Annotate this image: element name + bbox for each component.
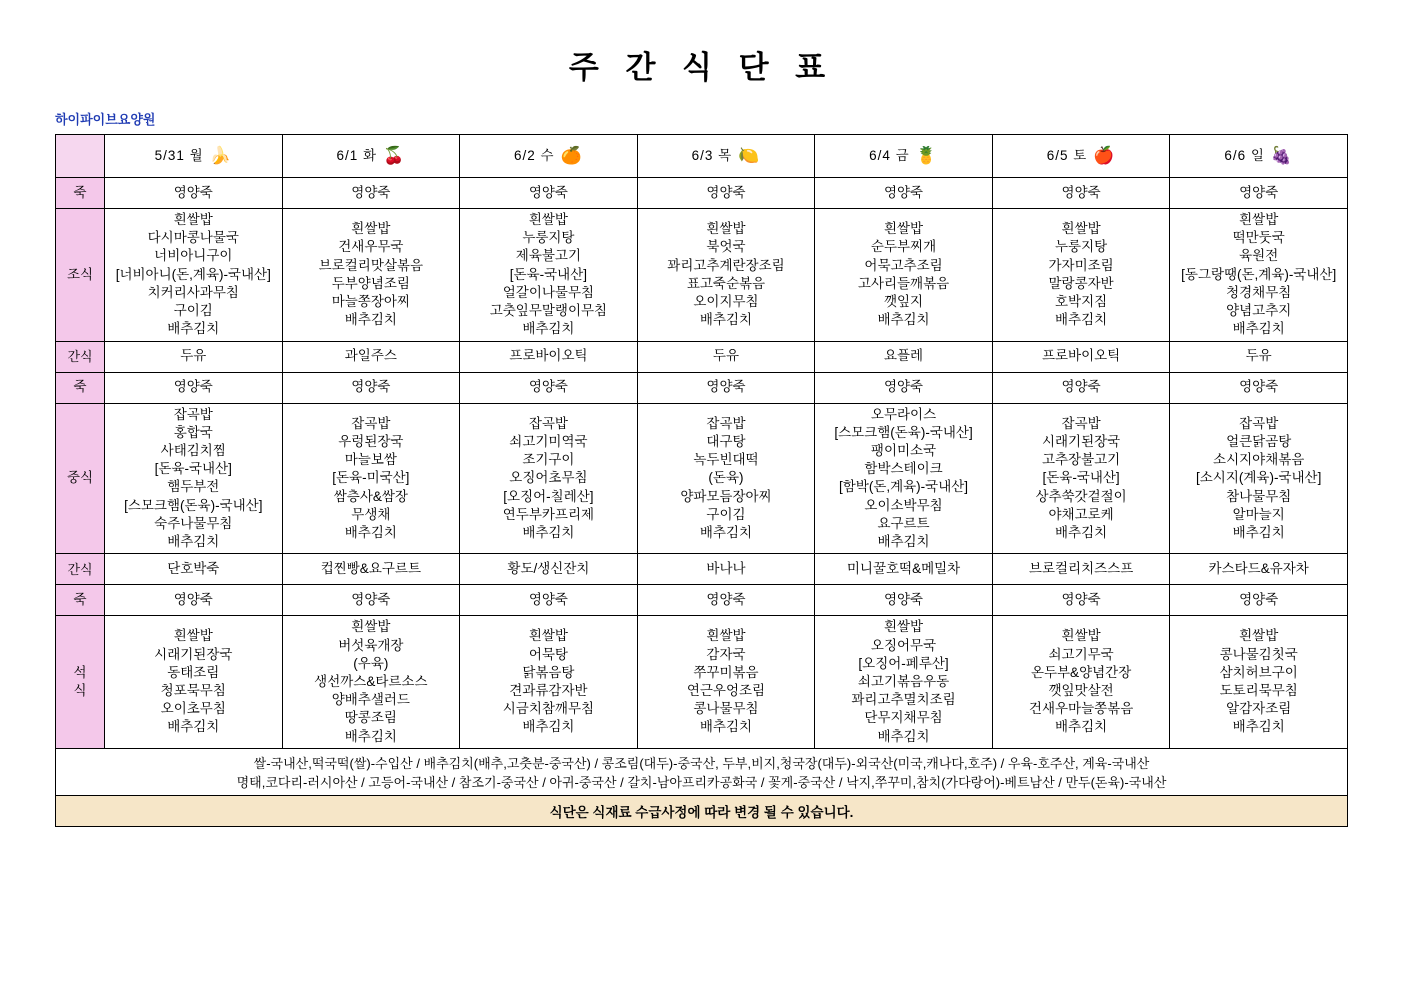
snack-afternoon-cell-3: 바나나 (637, 554, 815, 585)
breakfast-item: 꽈리고추계란장조림 (667, 257, 785, 273)
day-header-0 (105, 135, 283, 178)
dinner-label: 석 식 (56, 616, 105, 749)
breakfast-cell-0 (105, 209, 283, 342)
lunch-item: [함박(돈,계육)-국내산] (838, 479, 969, 495)
change-notice: 식단은 식재료 수급사정에 따라 변경 될 수 있습니다. (56, 795, 1347, 826)
page-title: 주 간 식 단 표 (568, 50, 835, 85)
breakfast-item: 배추김치 (167, 321, 220, 337)
origin-info (56, 749, 1347, 795)
breakfast-item: 배추김치 (1055, 312, 1108, 328)
breakfast-item: 배추김치 (699, 312, 753, 328)
breakfast-cell-5 (992, 209, 1170, 342)
cherry-icon: 🍒 (383, 145, 406, 165)
porridge-noon-cell-3: 영양죽 (637, 372, 815, 403)
lunch-item: 배추김치 (877, 534, 930, 550)
lunch-item: 야채고로케 (1048, 506, 1114, 522)
dinner-item: 버섯육개장 (338, 637, 404, 653)
lunch-item: 조기구이 (522, 452, 575, 468)
dinner-item: 흰쌀밥 (1239, 628, 1279, 644)
dinner-item: 흰쌀밥 (1061, 628, 1101, 644)
breakfast-item: 말랑콩자반 (1048, 275, 1114, 291)
day-label-6: 6/6 일 (1224, 147, 1265, 163)
dinner-item: 흰쌀밥 (528, 628, 568, 644)
lunch-item: 쌈층사&쌈장 (333, 488, 408, 504)
day-label-5: 6/5 토 (1046, 147, 1088, 163)
lunch-item: 배추김치 (522, 524, 575, 540)
snack-afternoon-cell-5: 브로컬리치즈스프 (992, 554, 1170, 585)
lunch-item: 녹두빈대떡 (693, 452, 759, 468)
breakfast-item: 오이지무침 (693, 293, 759, 309)
breakfast-item: 흰쌀밥 (1061, 221, 1101, 237)
dinner-item: 도토리묵무침 (1219, 683, 1298, 699)
day-header-4 (815, 135, 993, 178)
lunch-item: 홍합국 (173, 424, 213, 440)
day-header-1 (282, 135, 460, 178)
lunch-item: 알마늘지 (1232, 506, 1285, 522)
lunch-item: 소시지야채볶음 (1213, 452, 1305, 468)
lunch-item: 무생채 (351, 506, 391, 522)
breakfast-item: 마늘쫑장아찌 (331, 293, 410, 309)
day-header-5 (992, 135, 1170, 178)
dinner-item: 땅콩조림 (344, 710, 397, 726)
porridge-noon-cell-5: 영양죽 (992, 372, 1170, 403)
breakfast-item: 어묵고추조림 (864, 257, 943, 273)
lunch-item: 구이김 (706, 506, 746, 522)
dinner-item: 콩나물김칫국 (1219, 646, 1298, 662)
weekly-menu-table (55, 134, 1348, 749)
snack-afternoon-cell-0: 단호박죽 (105, 554, 283, 585)
day-label-0: 5/31 월 (154, 147, 204, 163)
breakfast-item: 너비아니구이 (154, 248, 233, 264)
porridge-morning-cell-2: 영양죽 (460, 178, 638, 209)
lunch-cell-5 (992, 403, 1170, 554)
dinner-item: 오징어무국 (870, 637, 937, 653)
lunch-item: 함박스테이크 (864, 461, 943, 477)
lunch-cell-1 (282, 403, 460, 554)
snack-morning-cell-3: 두유 (637, 341, 815, 372)
day-header-2 (460, 135, 638, 178)
dinner-row (56, 616, 1348, 749)
lunch-item: 시래기된장국 (1041, 433, 1121, 449)
day-label-3: 6/3 목 (691, 147, 733, 163)
lunch-item: 잡곡밥 (351, 415, 391, 431)
breakfast-cell-4 (815, 209, 993, 342)
lunch-item: 쇠고기미역국 (509, 433, 588, 449)
dinner-item: 흰쌀밥 (883, 619, 924, 635)
breakfast-item: 건새우무국 (338, 239, 404, 255)
dinner-item: 흰쌀밥 (706, 628, 746, 644)
lunch-item: 연두부카프리제 (502, 506, 595, 522)
breakfast-item: 치커리사과무침 (147, 284, 239, 300)
breakfast-item: 누룽지탕 (522, 230, 575, 246)
porridge-noon-label: 죽 (56, 372, 105, 403)
dinner-cell-1 (282, 616, 460, 749)
lunch-cell-2 (460, 403, 638, 554)
porridge-morning-cell-1: 영양죽 (282, 178, 460, 209)
lunch-label: 중식 (56, 403, 105, 554)
breakfast-item: 배추김치 (344, 312, 397, 328)
lunch-item: 얼큰닭곰탕 (1226, 433, 1292, 449)
porridge-morning-label: 죽 (56, 178, 105, 209)
header-corner-cell (56, 135, 105, 178)
lunch-item: 요구르트 (877, 515, 930, 531)
lunch-item: 오무라이스 (870, 406, 937, 422)
lunch-item: 배추김치 (167, 534, 220, 550)
porridge-noon-cell-2: 영양죽 (460, 372, 638, 403)
dinner-item: (우육) (353, 655, 389, 671)
snack-afternoon-cell-1: 컵찐빵&요구르트 (282, 554, 460, 585)
lunch-item: 배추김치 (1055, 524, 1108, 540)
porridge-morning-row (56, 178, 1348, 209)
dinner-cell-0 (105, 616, 283, 749)
porridge-morning-cell-3: 영양죽 (637, 178, 815, 209)
lunch-item: 우렁된장국 (338, 433, 404, 449)
lunch-item: [돈육-미국산] (332, 470, 410, 486)
snack-afternoon-label: 간식 (56, 554, 105, 585)
porridge-noon-row (56, 372, 1348, 403)
breakfast-cell-3 (637, 209, 815, 342)
breakfast-item: 청경채무침 (1226, 284, 1292, 300)
breakfast-item: 다시마콩나물국 (147, 230, 239, 246)
dinner-item: 배추김치 (167, 719, 220, 735)
lunch-item: 대구탕 (706, 433, 746, 449)
breakfast-item: 흰쌀밥 (173, 212, 213, 227)
breakfast-item: 깻잎지 (883, 293, 924, 309)
porridge-morning-cell-4: 영양죽 (815, 178, 993, 209)
lunch-item: [돈육-국내산] (1042, 470, 1120, 486)
breakfast-item: 떡만둣국 (1232, 230, 1285, 246)
dinner-item: 시래기된장국 (154, 646, 233, 662)
lunch-cell-6 (1170, 403, 1348, 554)
breakfast-item: 배추김치 (1232, 321, 1285, 337)
lunch-cell-3 (637, 403, 815, 554)
snack-afternoon-cell-4: 미니꿀호떡&메밀차 (815, 554, 993, 585)
lunch-item: 고추장불고기 (1041, 452, 1121, 468)
dinner-item: 알감자조림 (1226, 701, 1292, 717)
lunch-item: [돈육-국내산] (154, 461, 232, 477)
dinner-item: 건새우마늘쫑볶음 (1028, 701, 1134, 717)
dinner-item: [오징어-페루산] (858, 655, 949, 671)
breakfast-item: 가자미조림 (1048, 257, 1114, 273)
lunch-item: 잡곡밥 (1239, 415, 1279, 431)
dinner-cell-3 (637, 616, 815, 749)
dinner-item: 생선까스&타르소스 (314, 673, 428, 689)
lunch-item: 팽이미소국 (870, 442, 937, 458)
breakfast-label: 조식 (56, 209, 105, 342)
breakfast-item: 두부양념조림 (331, 275, 410, 291)
breakfast-item: 흰쌀밥 (1239, 212, 1279, 227)
dinner-item: 동태조림 (167, 664, 220, 680)
porridge-evening-cell-0: 영양죽 (105, 585, 283, 616)
porridge-evening-cell-1: 영양죽 (282, 585, 460, 616)
porridge-evening-cell-3: 영양죽 (637, 585, 815, 616)
snack-morning-cell-1: 과일주스 (282, 341, 460, 372)
breakfast-item: 흰쌀밥 (528, 212, 568, 227)
breakfast-item: 누룽지탕 (1055, 239, 1108, 255)
lunch-item: [소시지(계육)-국내산] (1196, 470, 1322, 486)
dinner-item: 흰쌀밥 (351, 619, 391, 635)
porridge-noon-cell-0: 영양죽 (105, 372, 283, 403)
breakfast-item: 흰쌀밥 (883, 221, 924, 237)
porridge-evening-label: 죽 (56, 585, 105, 616)
breakfast-item: 고춧잎무말랭이무침 (489, 303, 608, 319)
apple-icon: 🍎 (1093, 145, 1116, 165)
breakfast-item: 얼갈이나물무침 (502, 284, 595, 300)
lunch-item: 배추김치 (1232, 524, 1285, 540)
breakfast-item: 북엇국 (706, 239, 746, 255)
porridge-morning-cell-0: 영양죽 (105, 178, 283, 209)
dinner-item: 어묵탕 (528, 646, 568, 662)
dinner-item: 꽈리고추멸치조림 (851, 692, 956, 708)
snack-afternoon-cell-2: 황도/생신잔치 (460, 554, 638, 585)
lunch-item: 잡곡밥 (528, 415, 568, 431)
porridge-evening-cell-2: 영양죽 (460, 585, 638, 616)
origin-line-1: 쌀-국내산,떡국떡(쌀)-수입산 / 배추김치(배추,고춧분-중국산) / 콩조림(대두)-중국산, 두부,비지,청국장(대두)-외국산(미국,캐나다,호주) / 우육-호주산, 계육-국내산 (253, 755, 1150, 771)
day-header-6 (1170, 135, 1348, 178)
origin-line-2: 명태,코다리-러시아산 / 고등어-국내산 / 참조기-중국산 / 아귀-중국산 / 갈치-남아프리카공화국 / 꽃게-중국산 / 낙지,쭈꾸미,참치(가다랑어)-베트남산 / 만두(돈육)-국내산 (236, 775, 1167, 791)
breakfast-item: 브로컬리맛살볶음 (318, 257, 423, 273)
snack-morning-label: 간식 (56, 341, 105, 372)
breakfast-row (56, 209, 1348, 342)
dinner-item: 오이초무침 (160, 701, 226, 717)
porridge-morning-cell-6: 영양죽 (1170, 178, 1348, 209)
lunch-item: [스모크햄(돈육)-국내산] (834, 424, 973, 440)
day-label-2: 6/2 수 (514, 147, 555, 163)
porridge-morning-cell-5: 영양죽 (992, 178, 1170, 209)
dinner-item: 닭볶음탕 (522, 664, 575, 680)
lunch-item: 배추김치 (344, 524, 397, 540)
snack-afternoon-cell-6: 카스타드&유자차 (1170, 554, 1348, 585)
dinner-cell-2 (460, 616, 638, 749)
porridge-noon-cell-1: 영양죽 (282, 372, 460, 403)
porridge-evening-row (56, 585, 1348, 616)
breakfast-item: 배추김치 (877, 312, 930, 328)
dinner-item: 연근우엉조림 (686, 683, 766, 699)
day-label-1: 6/1 화 (336, 147, 378, 163)
breakfast-cell-6 (1170, 209, 1348, 342)
breakfast-item: [동그랑땡(돈,계육)-국내산] (1181, 266, 1337, 282)
lunch-item: 잡곡밥 (173, 406, 213, 422)
lunch-item: 숙주나물무침 (154, 515, 233, 531)
breakfast-item: 구이김 (173, 303, 213, 319)
dinner-item: 배추김치 (699, 719, 753, 735)
lunch-row (56, 403, 1348, 554)
lunch-item: 오징어초무침 (509, 470, 588, 486)
dinner-item: 쇠고기무국 (1048, 646, 1114, 662)
dinner-item: 온두부&양념간장 (1030, 664, 1132, 680)
dinner-item: 쭈꾸미볶음 (693, 664, 759, 680)
lunch-item: 잡곡밥 (1061, 415, 1101, 431)
lunch-item: 배추김치 (699, 524, 753, 540)
breakfast-item: 흰쌀밥 (706, 221, 746, 237)
porridge-noon-cell-4: 영양죽 (815, 372, 993, 403)
snack-morning-cell-5: 프로바이오틱 (992, 341, 1170, 372)
lunch-item: 상추쑥갓겉절이 (1035, 488, 1127, 504)
porridge-noon-cell-6: 영양죽 (1170, 372, 1348, 403)
snack-morning-cell-6: 두유 (1170, 341, 1348, 372)
banana-icon: 🍌 (209, 145, 232, 165)
breakfast-item: [너비아니(돈,계육)-국내산] (115, 266, 271, 282)
grape-icon: 🍇 (1270, 145, 1294, 165)
lunch-item: 잡곡밥 (706, 415, 746, 431)
table-header-row (56, 135, 1348, 178)
lemon-icon: 🍋 (738, 145, 761, 165)
porridge-evening-cell-6: 영양죽 (1170, 585, 1348, 616)
dinner-item: 견과류감자반 (509, 683, 588, 699)
breakfast-cell-2 (460, 209, 638, 342)
snack-afternoon-row (56, 554, 1348, 585)
dinner-item: 배추김치 (1055, 719, 1108, 735)
porridge-evening-cell-5: 영양죽 (992, 585, 1170, 616)
lunch-item: 참나물무침 (1226, 488, 1292, 504)
lunch-cell-4 (815, 403, 993, 554)
snack-morning-cell-0: 두유 (105, 341, 283, 372)
day-label-4: 6/4 금 (869, 147, 910, 163)
table-body (56, 178, 1348, 749)
dinner-cell-6 (1170, 616, 1348, 749)
footer-notes (55, 749, 1348, 827)
dinner-item: 양배추샐러드 (331, 692, 410, 708)
lunch-item: (돈육) (708, 470, 744, 486)
dinner-item: 콩나물무침 (693, 701, 759, 717)
breakfast-item: 배추김치 (522, 321, 575, 337)
organization-name: 하이파이브요양원 (55, 112, 156, 127)
dinner-item: 삼치허브구이 (1219, 664, 1298, 680)
snack-morning-cell-4: 요플레 (815, 341, 993, 372)
snack-morning-cell-2: 프로바이오틱 (460, 341, 638, 372)
dinner-item: 배추김치 (877, 728, 930, 744)
lunch-item: 햄두부전 (167, 479, 220, 495)
porridge-evening-cell-4: 영양죽 (815, 585, 993, 616)
lunch-item: [스모크햄(돈육)-국내산] (124, 497, 263, 513)
dinner-item: 배추김치 (344, 728, 397, 744)
dinner-item: 흰쌀밥 (173, 628, 213, 644)
dinner-cell-5 (992, 616, 1170, 749)
lunch-item: [오징어-칠레산] (503, 488, 594, 504)
dinner-item: 시금치참깨무침 (502, 701, 595, 717)
breakfast-item: 고사리들깨볶음 (857, 275, 950, 291)
breakfast-item: 호박지짐 (1055, 293, 1108, 309)
lunch-cell-0 (105, 403, 283, 554)
dinner-cell-4 (815, 616, 993, 749)
dinner-item: 감자국 (706, 646, 746, 662)
breakfast-item: 양념고추지 (1226, 303, 1292, 319)
pineapple-icon: 🍍 (915, 145, 938, 165)
dinner-item: 배추김치 (1232, 719, 1285, 735)
dinner-item: 쇠고기볶음우동 (857, 673, 950, 689)
dinner-item: 깻잎맛살전 (1048, 683, 1114, 699)
breakfast-item: 순두부찌개 (870, 239, 937, 255)
orange-icon: 🍊 (560, 145, 583, 165)
breakfast-item: 표고죽순볶음 (686, 275, 766, 291)
breakfast-cell-1 (282, 209, 460, 342)
breakfast-item: 육원전 (1239, 248, 1279, 264)
breakfast-item: 제육불고기 (515, 248, 582, 264)
dinner-item: 청포묵무침 (160, 683, 226, 699)
snack-morning-row (56, 341, 1348, 372)
dinner-item: 배추김치 (522, 719, 575, 735)
breakfast-item: 흰쌀밥 (351, 221, 391, 237)
lunch-item: 양파모듬장아찌 (680, 488, 772, 504)
lunch-item: 사태김치찜 (160, 442, 226, 458)
breakfast-item: [돈육-국내산] (509, 266, 587, 282)
lunch-item: 오이소박무침 (864, 497, 943, 513)
dinner-item: 단무지채무침 (864, 710, 943, 726)
lunch-item: 마늘보쌈 (344, 452, 397, 468)
day-header-3 (637, 135, 815, 178)
